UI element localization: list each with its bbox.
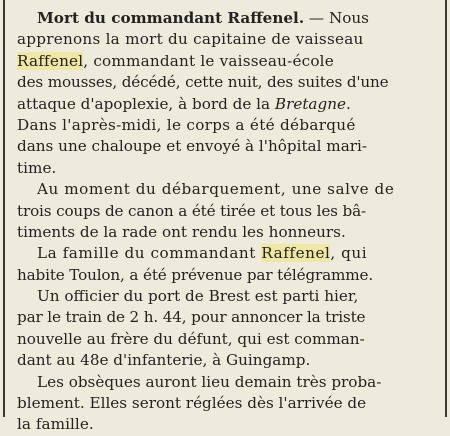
text-line [17,222,438,243]
text-line [17,350,438,371]
text-segment: , commandant le vaisseau-école [83,51,334,70]
text-segment: trois coups de canon a été tirée et tous les bâ- [17,201,366,220]
text-segment: habite Toulon, a été prévenue par télégramme. [17,265,374,284]
text-line [17,115,438,136]
text-segment: Au moment du débarquement, une salve de [37,180,395,199]
text-segment: la famille. [17,415,94,434]
text-segment: dant au 48e d'infanterie, à Guingamp. [17,351,311,370]
paragraph-start [17,372,438,393]
text-segment: , qui [330,244,368,263]
paragraph-start [17,179,438,200]
text-line [17,307,438,328]
ship-name: Bretagne [274,94,346,113]
text-line [17,136,438,157]
text-line [17,329,438,350]
text-line [17,414,438,435]
text-segment: La famille du commandant [37,244,262,263]
column-rule-left [3,0,5,417]
text-line [17,158,438,179]
article-body [17,8,438,436]
text-segment: Les obsèques auront lieu demain très proba- [37,372,382,391]
text-segment: attaque d'apoplexie, à bord de la [17,94,275,113]
text-segment: timents de la rade ont rendu les honneurs. [17,222,346,241]
text-segment: . [345,94,351,113]
text-line [17,201,438,222]
text-line [17,94,438,115]
headline-line [17,8,438,29]
paragraph-start [17,243,438,264]
text-segment: par le train de 2 h. 44, pour annoncer la triste [17,308,366,327]
paragraph-start [17,286,438,307]
text-segment: nouvelle au frère du défunt, qui est comman- [17,329,365,348]
text-line [17,29,438,50]
text-segment: time. [17,158,57,177]
text-segment: apprenons la mort du capitaine de vaisseau [17,30,364,49]
text-segment: blement. Elles seront réglées dès l'arrivée de [17,394,367,413]
highlighted-name: Raffenel [261,244,331,263]
text-line [17,51,438,72]
text-segment: des mousses, décédé, cette nuit, des suites d'une [17,73,389,92]
column-rule-right [445,0,447,417]
text-segment: dans une chaloupe et envoyé à l'hôpital mari- [17,137,367,156]
highlighted-name: Raffenel [17,51,84,70]
text-segment: Un officier du port de Brest est parti hier, [37,287,359,306]
text-segment: Dans l'après-midi, le corps a été débarqué [17,115,356,134]
text-segment: — Nous [304,9,369,27]
text-line [17,265,438,286]
text-line [17,393,438,414]
article-headline: Mort du commandant Raffenel. [37,9,305,27]
text-line [17,72,438,93]
